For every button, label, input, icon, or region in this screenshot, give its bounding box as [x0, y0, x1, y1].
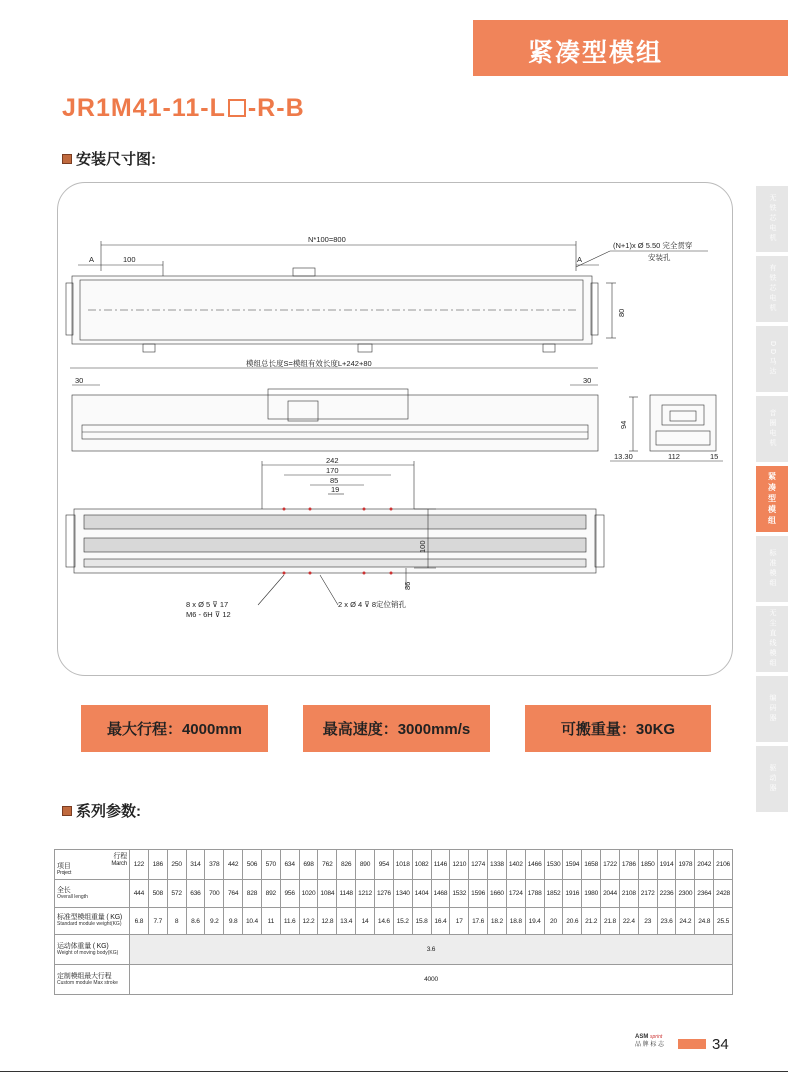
table-cell: 15.8 [412, 908, 431, 935]
table-cell: 250 [167, 850, 186, 880]
side-tab-standard-module[interactable]: 标准模组 [756, 536, 788, 602]
table-cell: 2428 [714, 880, 733, 908]
table-cell: 122 [130, 850, 149, 880]
table-cell: 14 [356, 908, 375, 935]
table-cell: 1212 [356, 880, 375, 908]
table-cell: 19.4 [525, 908, 544, 935]
table-cell: 1852 [544, 880, 563, 908]
table-cell: 636 [186, 880, 205, 908]
side-tab-cleanroom-module[interactable]: 无尘直线模组 [756, 606, 788, 672]
table-cell: 18.8 [506, 908, 525, 935]
table-cell: 2042 [695, 850, 714, 880]
table-cell: 1850 [638, 850, 657, 880]
spec-payload: 可搬重量：30KG [525, 705, 711, 752]
table-cell: 18.2 [488, 908, 507, 935]
dim-30-right: 30 [583, 376, 592, 385]
table-cell: 1466 [525, 850, 544, 880]
note-holes-2: 安装孔 [648, 253, 671, 262]
table-cell: 1404 [412, 880, 431, 908]
side-tab-iron-core[interactable]: 有铁芯电机 [756, 256, 788, 322]
row-label-moving: 运动体重量 ( KG) Weight of moving body(KG) [55, 935, 130, 965]
table-cell: 444 [130, 880, 149, 908]
drawing-frame [57, 182, 733, 676]
dim-80: 80 [617, 308, 626, 317]
dim-a-right: A [577, 255, 583, 264]
table-cell: 24.2 [676, 908, 695, 935]
category-title: 紧凑型模组 [528, 39, 664, 67]
table-cell: 890 [356, 850, 375, 880]
row-label-weight: 标准型模组重量 ( KG) Standard module weight(KG) [55, 908, 130, 935]
brand-logo: ASM sprint 品 牌 标 志 [635, 1034, 665, 1048]
stroke-placeholder-box [228, 99, 246, 117]
table-cell: 1276 [374, 880, 393, 908]
table-cell: 826 [337, 850, 356, 880]
table-cell: 17 [450, 908, 469, 935]
note-m6: M6 - 6H ⊽ 12 [186, 610, 231, 619]
table-cell: 956 [280, 880, 299, 908]
dim-170: 170 [326, 466, 339, 475]
table-cell: 2108 [619, 880, 638, 908]
table-cell: 21.8 [601, 908, 620, 935]
table-cell: 24.8 [695, 908, 714, 935]
table-cell: 22.4 [619, 908, 638, 935]
dim-94: 94 [619, 420, 628, 429]
table-cell: 570 [261, 850, 280, 880]
table-cell: 1468 [431, 880, 450, 908]
table-cell: 762 [318, 850, 337, 880]
table-cell: 1532 [450, 880, 469, 908]
page-number: 34 [712, 1036, 729, 1053]
table-cell: 11 [261, 908, 280, 935]
table-cell: 25.5 [714, 908, 733, 935]
table-cell: 378 [205, 850, 224, 880]
category-banner [473, 20, 788, 76]
table-cell: 1914 [657, 850, 676, 880]
model-title: JR1M41-11-L -R-B [62, 94, 305, 122]
table-cell: 1660 [488, 880, 507, 908]
table-cell: 2236 [657, 880, 676, 908]
install-section-heading: 安装尺寸图: [62, 148, 156, 169]
dim-a-left: A [89, 255, 95, 264]
table-corner-cell: 行程 March 项目 Project [55, 850, 130, 880]
table-cell: 1658 [582, 850, 601, 880]
table-cell: 1084 [318, 880, 337, 908]
table-cell: 15.2 [393, 908, 412, 935]
table-cell: 1594 [563, 850, 582, 880]
row-label-custom: 定制模组最大行程 Custom module Max stroke [55, 965, 130, 995]
table-cell: 8 [167, 908, 186, 935]
table-cell: 186 [148, 850, 167, 880]
table-row-moving [55, 935, 733, 965]
table-cell: 700 [205, 880, 224, 908]
total-length-note: 模组总长度S=模组有效长度L+242+80 [246, 359, 372, 368]
side-tab-compact-module[interactable]: 紧凑型模组 [756, 466, 788, 532]
table-cell: 698 [299, 850, 318, 880]
table-cell: 2300 [676, 880, 695, 908]
table-cell: 13.4 [337, 908, 356, 935]
table-cell: 10.4 [243, 908, 262, 935]
table-cell: 1082 [412, 850, 431, 880]
table-cell: 1722 [601, 850, 620, 880]
table-cell: 1146 [431, 850, 450, 880]
table-cell: 506 [243, 850, 262, 880]
dim-85: 85 [330, 476, 339, 485]
technical-drawing [58, 183, 734, 677]
dim-242: 242 [326, 456, 339, 465]
table-cell: 23 [638, 908, 657, 935]
note-holes: (N+1)x Ø 5.50 完全贯穿 [613, 241, 693, 250]
table-cell: 21.2 [582, 908, 601, 935]
table-cell: 634 [280, 850, 299, 880]
spec-max-stroke: 最大行程：4000mm [81, 705, 268, 752]
table-cell: 1274 [469, 850, 488, 880]
table-cell: 1596 [469, 880, 488, 908]
row-label-overall: 全长 Overall length [55, 880, 130, 908]
table-cell: 1786 [619, 850, 638, 880]
table-row-overall [55, 880, 733, 908]
table-cell: 12.8 [318, 908, 337, 935]
custom-stroke-value: 4000 [130, 965, 733, 995]
dim-100-vertical: 100 [418, 540, 427, 553]
dim-86: 86 [403, 581, 412, 590]
table-cell: 828 [243, 880, 262, 908]
table-cell: 9.2 [205, 908, 224, 935]
square-bullet-icon [62, 154, 72, 164]
note-8x: 8 x Ø 5 ⊽ 17 [186, 600, 229, 609]
table-cell: 1402 [506, 850, 525, 880]
table-cell: 954 [374, 850, 393, 880]
table-cell: 1724 [506, 880, 525, 908]
side-tab-coreless[interactable]: 无铁芯电机 [756, 186, 788, 252]
table-cell: 6.8 [130, 908, 149, 935]
table-cell: 1020 [299, 880, 318, 908]
table-cell: 14.6 [374, 908, 393, 935]
dim-n100: N*100=800 [308, 235, 346, 244]
table-cell: 11.6 [280, 908, 299, 935]
table-cell: 1148 [337, 880, 356, 908]
table-cell: 2172 [638, 880, 657, 908]
side-tabs [756, 186, 788, 816]
bottom-rule [0, 1071, 788, 1072]
table-cell: 1980 [582, 880, 601, 908]
table-cell: 17.6 [469, 908, 488, 935]
table-cell: 12.2 [299, 908, 318, 935]
table-cell: 20.6 [563, 908, 582, 935]
dim-19: 19 [331, 485, 340, 494]
table-cell: 2044 [601, 880, 620, 908]
table-cell: 1530 [544, 850, 563, 880]
table-cell: 1978 [676, 850, 695, 880]
params-section-heading: 系列参数: [62, 800, 141, 821]
dim-112: 112 [668, 452, 680, 461]
square-bullet-icon [62, 806, 72, 816]
table-cell: 23.6 [657, 908, 676, 935]
table-cell: 1210 [450, 850, 469, 880]
note-2x: 2 x Ø 4 ⊽ 8定位销孔 [338, 600, 407, 609]
table-cell: 20 [544, 908, 563, 935]
side-tab-voice-coil[interactable]: 音圈电机 [756, 396, 788, 462]
spec-max-speed: 最高速度：3000mm/s [303, 705, 490, 752]
table-cell: 8.6 [186, 908, 205, 935]
table-cell: 314 [186, 850, 205, 880]
table-cell: 764 [224, 880, 243, 908]
side-tab-encoder[interactable]: 编码器 [756, 676, 788, 742]
table-cell: 1916 [563, 880, 582, 908]
table-cell: 1338 [488, 850, 507, 880]
table-row-custom [55, 965, 733, 995]
side-tab-driver[interactable]: 驱动器 [756, 746, 788, 812]
table-cell: 892 [261, 880, 280, 908]
table-cell: 1340 [393, 880, 412, 908]
dim-30-left: 30 [75, 376, 84, 385]
table-cell: 9.8 [224, 908, 243, 935]
params-table [54, 849, 733, 995]
table-cell: 7.7 [148, 908, 167, 935]
table-cell: 1018 [393, 850, 412, 880]
dim-15: 15 [710, 452, 719, 461]
table-row-stroke [55, 850, 733, 880]
moving-weight-value: 3.6 [130, 935, 733, 965]
footer-accent-bar [678, 1039, 706, 1049]
table-cell: 16.4 [431, 908, 450, 935]
table-cell: 2364 [695, 880, 714, 908]
dim-13-30: 13.30 [614, 452, 633, 461]
table-cell: 572 [167, 880, 186, 908]
table-cell: 508 [148, 880, 167, 908]
dim-100: 100 [123, 255, 136, 264]
table-cell: 442 [224, 850, 243, 880]
table-cell: 1788 [525, 880, 544, 908]
table-row-weight [55, 908, 733, 935]
side-tab-dd-motor[interactable]: DD马达 [756, 326, 788, 392]
table-cell: 2106 [714, 850, 733, 880]
